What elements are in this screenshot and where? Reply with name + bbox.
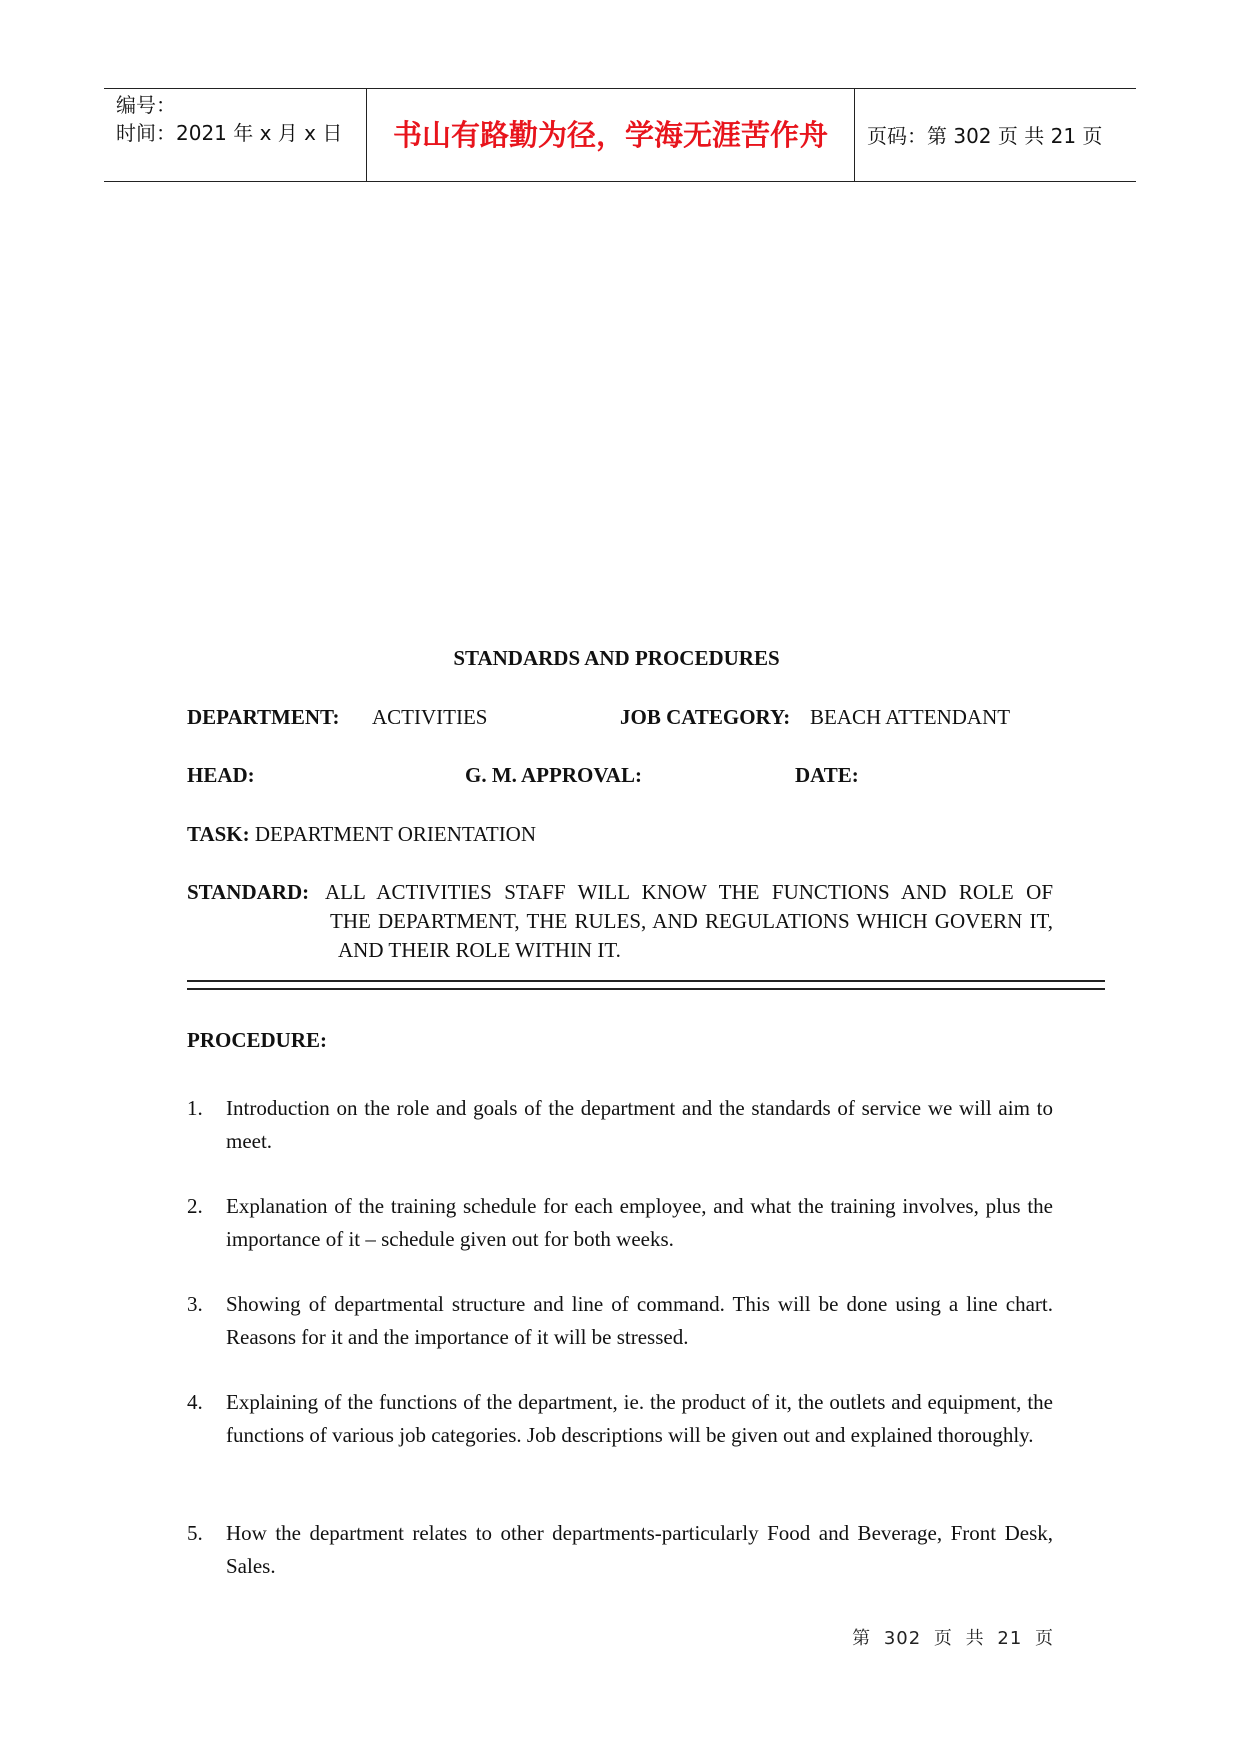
- standard-line-1: ALL ACTIVITIES STAFF WILL KNOW THE FUNCTIONS AND ROLE OF: [325, 880, 1053, 904]
- motto: 书山有路勤为径，学海无涯苦作舟: [392, 118, 828, 152]
- header-meta-cell: [104, 89, 367, 181]
- task-label: TASK:: [187, 822, 250, 846]
- double-divider: [187, 980, 1105, 990]
- date-label: DATE:: [795, 763, 859, 787]
- time-label: 时间：2021 年 x 月 x 日: [116, 121, 343, 145]
- department-value: ACTIVITIES: [372, 705, 488, 729]
- page-footer: 第 302 页 共 21 页: [852, 1628, 1054, 1649]
- procedure-number: 3.: [187, 1292, 203, 1316]
- job-category-label: JOB CATEGORY:: [620, 705, 791, 729]
- page-info: 页码：第 302 页 共 21 页: [867, 124, 1103, 148]
- head-label: HEAD:: [187, 763, 255, 787]
- standard-rest: THE DEPARTMENT, THE RULES, AND REGULATIONS WHICH GOVERN IT, AND THEIR ROLE WITHIN IT.: [330, 909, 1053, 962]
- procedure-item: [187, 1092, 1053, 1158]
- header-page-cell: [855, 89, 1136, 181]
- procedure-number: 1.: [187, 1096, 203, 1120]
- job-category-value: BEACH ATTENDANT: [810, 705, 1011, 729]
- document-title-wrap: [0, 646, 1241, 671]
- procedure-number: 2.: [187, 1194, 203, 1218]
- document-title: STANDARDS AND PROCEDURES: [453, 646, 780, 670]
- procedure-item: [187, 1190, 1053, 1256]
- page-header: [104, 88, 1136, 182]
- procedure-number: 4.: [187, 1390, 203, 1414]
- gm-approval-label: G. M. APPROVAL:: [465, 763, 642, 787]
- standard-label: STANDARD:: [187, 880, 310, 904]
- procedure-text: Showing of departmental structure and line of command. This will be done using a line chart. Reasons for it and the importance of it will be stressed.: [226, 1292, 1053, 1349]
- serial-label: 编号：: [116, 93, 176, 117]
- procedure-item: [187, 1517, 1053, 1583]
- task-row: [187, 821, 536, 847]
- procedure-item: [187, 1288, 1053, 1354]
- header-motto-cell: [367, 89, 855, 181]
- procedure-label: PROCEDURE:: [187, 1028, 327, 1052]
- procedure-item: [187, 1386, 1053, 1452]
- department-label: DEPARTMENT:: [187, 705, 340, 729]
- procedure-text: Explanation of the training schedule for each employee, and what the training involves, plus the importance of it – schedule given out for both weeks.: [226, 1194, 1053, 1251]
- standard-block: [187, 878, 1053, 965]
- procedure-number: 5.: [187, 1521, 203, 1545]
- procedure-text: Explaining of the functions of the department, ie. the product of it, the outlets and equipment, the functions of various job categories. Job descriptions will be given out and explained thoroughly.: [226, 1390, 1053, 1447]
- task-value: DEPARTMENT ORIENTATION: [254, 822, 537, 846]
- procedure-text: How the department relates to other departments-particularly Food and Beverage, Front Desk, Sales.: [226, 1521, 1053, 1578]
- procedure-text: Introduction on the role and goals of the department and the standards of service we will aim to meet.: [226, 1096, 1053, 1153]
